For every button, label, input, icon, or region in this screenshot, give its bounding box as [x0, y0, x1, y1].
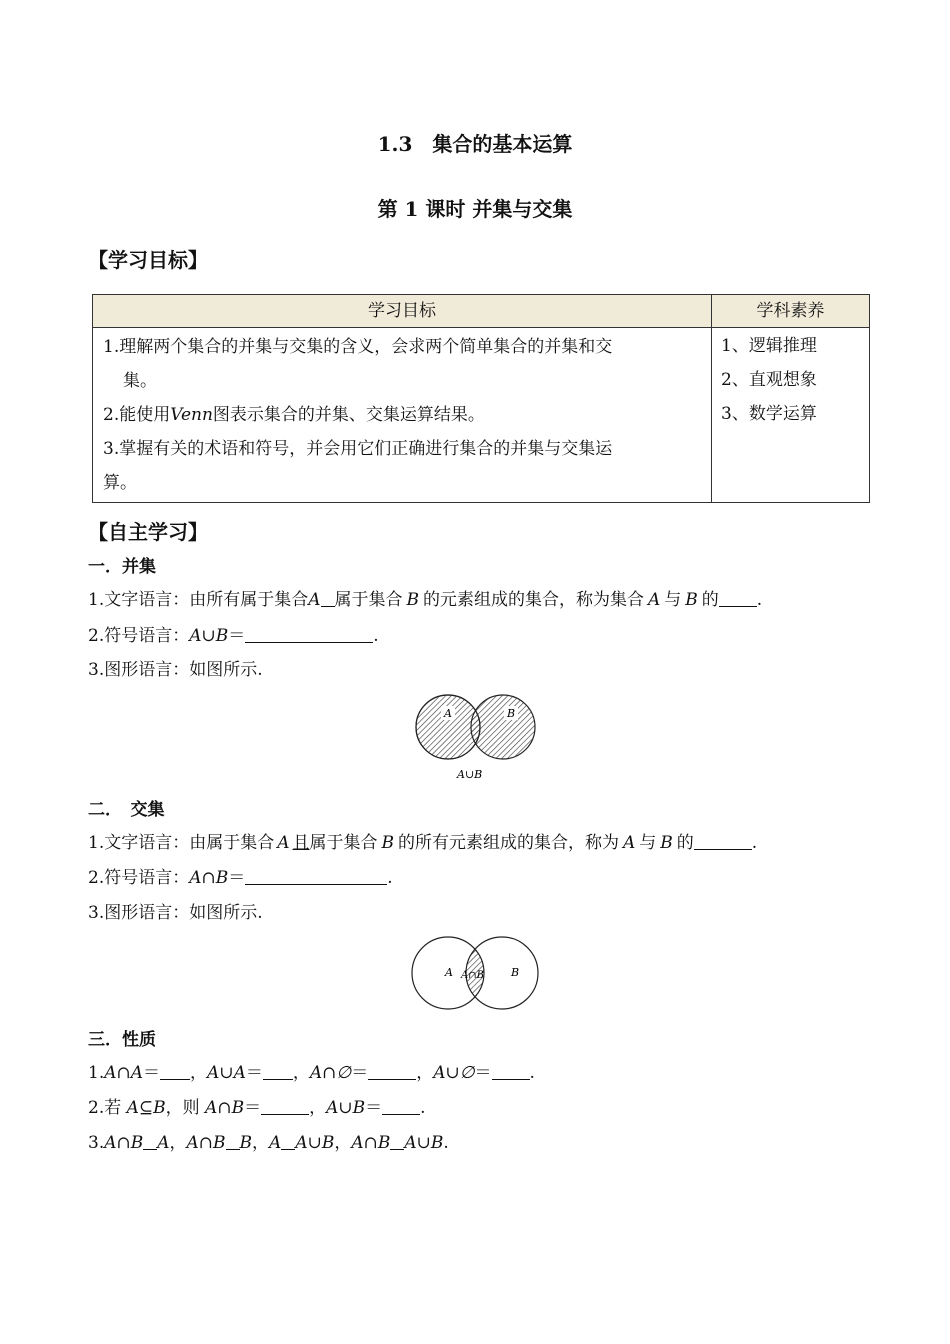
goal-line: 集。 [123, 371, 157, 391]
self-study-section-heading: 【自主学习】 [88, 520, 208, 544]
math-expr: A⊆B [126, 1098, 166, 1118]
text: ， [252, 1133, 270, 1153]
goal-line: 3.掌握有关的术语和符号，并会用它们正确进行集合的并集与交集运 [103, 439, 613, 459]
answer-blank[interactable] [281, 1132, 295, 1150]
underlined-answer: 且 [292, 833, 310, 853]
answer-blank[interactable] [160, 1062, 190, 1080]
math-expr: A∩A [104, 1063, 144, 1083]
text: ＝ [474, 1063, 492, 1083]
intersection-venn-diagram [405, 930, 545, 1016]
text: 2.符号语言： [88, 626, 190, 646]
intersection-label: A∩B [461, 970, 484, 981]
answer-blank[interactable] [382, 1097, 420, 1115]
goal-line: 算。 [103, 473, 137, 493]
goal-text: 图表示集合的并集、交集运算结果。 [212, 405, 485, 425]
text: ＝ [228, 868, 246, 888]
text: 2.符号语言： [88, 868, 190, 888]
literacy-item: 1、逻辑推理 [721, 336, 817, 356]
text: . [756, 590, 763, 610]
answer-blank[interactable] [245, 625, 373, 643]
page-subtitle: 第 1 课时 并集与交集 [377, 197, 573, 221]
math-expr: A∪B [189, 626, 229, 646]
text: 的所有元素组成的集合，称为 [398, 833, 620, 853]
math-expr: A [157, 1133, 170, 1153]
literacy-cell [712, 328, 870, 503]
answer-blank[interactable] [263, 1062, 293, 1080]
answer-blank[interactable] [226, 1132, 240, 1150]
properties-heading: 三．性质 [88, 1030, 156, 1050]
text: ， [190, 1063, 208, 1083]
goal-term: Venn [170, 405, 213, 425]
property-line-1 [88, 1058, 535, 1083]
text: 1.文字语言：由属于集合 [88, 833, 275, 853]
text: ＝ [351, 1063, 369, 1083]
answer-blank[interactable] [261, 1097, 309, 1115]
math-expr: A∪B [404, 1133, 444, 1153]
math-expr: B [239, 1133, 253, 1153]
text: 与 [664, 590, 682, 610]
math-a: A [623, 833, 636, 853]
math-expr: A [269, 1133, 282, 1153]
math-b: B [685, 590, 698, 610]
literacy-item: 3、数学运算 [721, 404, 817, 424]
text: ＝ [228, 626, 246, 646]
math-expr: A∩B [351, 1133, 391, 1153]
math-a: A [308, 590, 321, 610]
answer-blank[interactable] [719, 589, 757, 607]
text: 属于集合 [309, 833, 378, 853]
intersection-heading: 二． 交集 [88, 800, 165, 820]
text: ＝ [245, 1063, 263, 1083]
answer-blank[interactable] [368, 1062, 416, 1080]
text: . [443, 1133, 449, 1153]
literacy-item: 2、直观想象 [721, 370, 817, 390]
text: 的 [676, 833, 694, 853]
goal-line [103, 398, 701, 432]
math-expr: A∪B [295, 1133, 335, 1153]
answer-blank[interactable] [694, 832, 752, 850]
literacy-col-header: 学科素养 [712, 295, 870, 328]
text: ＝ [365, 1098, 383, 1118]
text: ＝ [143, 1063, 161, 1083]
text: ＝ [244, 1098, 262, 1118]
answer-blank[interactable] [245, 867, 387, 885]
text: ，则 [165, 1098, 206, 1118]
text: ， [334, 1133, 352, 1153]
union-figure-intro: 3.图形语言：如图所示. [88, 660, 263, 680]
objectives-table [92, 294, 870, 503]
objectives-col-header: 学习目标 [93, 295, 712, 328]
math-expr: A∪B [326, 1098, 366, 1118]
text: ， [309, 1098, 327, 1118]
text: ， [292, 1063, 310, 1083]
text: . [373, 626, 379, 646]
math-expr: A∩B [205, 1098, 245, 1118]
text: . [529, 1063, 535, 1083]
math-b: B [406, 590, 420, 610]
union-heading: 一．并集 [88, 557, 156, 577]
answer-blank[interactable] [492, 1062, 530, 1080]
text: 的 [701, 590, 719, 610]
intersection-symbol-definition [88, 863, 393, 888]
union-caption: A∪B [457, 768, 483, 781]
set-b-label: B [507, 707, 516, 720]
math-expr: A∩B [189, 868, 229, 888]
math-expr: A∩∅ [309, 1063, 352, 1083]
intersection-figure-intro: 3.图形语言：如图所示. [88, 903, 263, 923]
math-expr: A∩B [186, 1133, 226, 1153]
set-b-circle [471, 695, 535, 759]
text: 1. [88, 1063, 105, 1083]
math-b: B [660, 833, 673, 853]
union-text-definition [88, 585, 762, 610]
text: 2.若 [88, 1098, 127, 1118]
text: . [751, 833, 758, 853]
intersection-text-definition [88, 828, 757, 853]
text: . [387, 868, 393, 888]
goal-line: 1.理解两个集合的并集与交集的含义，会求两个简单集合的并集和交 [103, 337, 613, 357]
union-venn-diagram [405, 685, 545, 785]
goal-text: 2.能使用 [103, 405, 171, 425]
math-expr: A∪A [207, 1063, 246, 1083]
text: ， [169, 1133, 187, 1153]
set-b-label: B [511, 966, 520, 979]
math-expr: A∪∅ [433, 1063, 475, 1083]
math-a: A [648, 590, 661, 610]
text: 的元素组成的集合，称为集合 [423, 590, 645, 610]
objectives-cell [93, 328, 712, 503]
text: . [420, 1098, 426, 1118]
set-a-label: A [445, 966, 453, 979]
text: 属于集合 [334, 590, 403, 610]
set-a-label: A [444, 707, 452, 720]
math-a: A [277, 833, 290, 853]
text: ， [416, 1063, 434, 1083]
text: 与 [639, 833, 657, 853]
objectives-section-heading: 【学习目标】 [88, 248, 208, 272]
text: 3. [88, 1133, 105, 1153]
answer-blank[interactable] [143, 1132, 157, 1150]
property-line-2 [88, 1093, 425, 1118]
math-expr: A∩B [104, 1133, 144, 1153]
text: 1.文字语言：由所有属于集合 [88, 590, 309, 610]
math-b: B [381, 833, 395, 853]
page-title: 1.3 集合的基本运算 [377, 132, 573, 156]
union-symbol-definition [88, 621, 379, 646]
answer-blank[interactable] [321, 589, 335, 607]
answer-blank[interactable] [390, 1132, 404, 1150]
property-line-3 [88, 1128, 449, 1153]
